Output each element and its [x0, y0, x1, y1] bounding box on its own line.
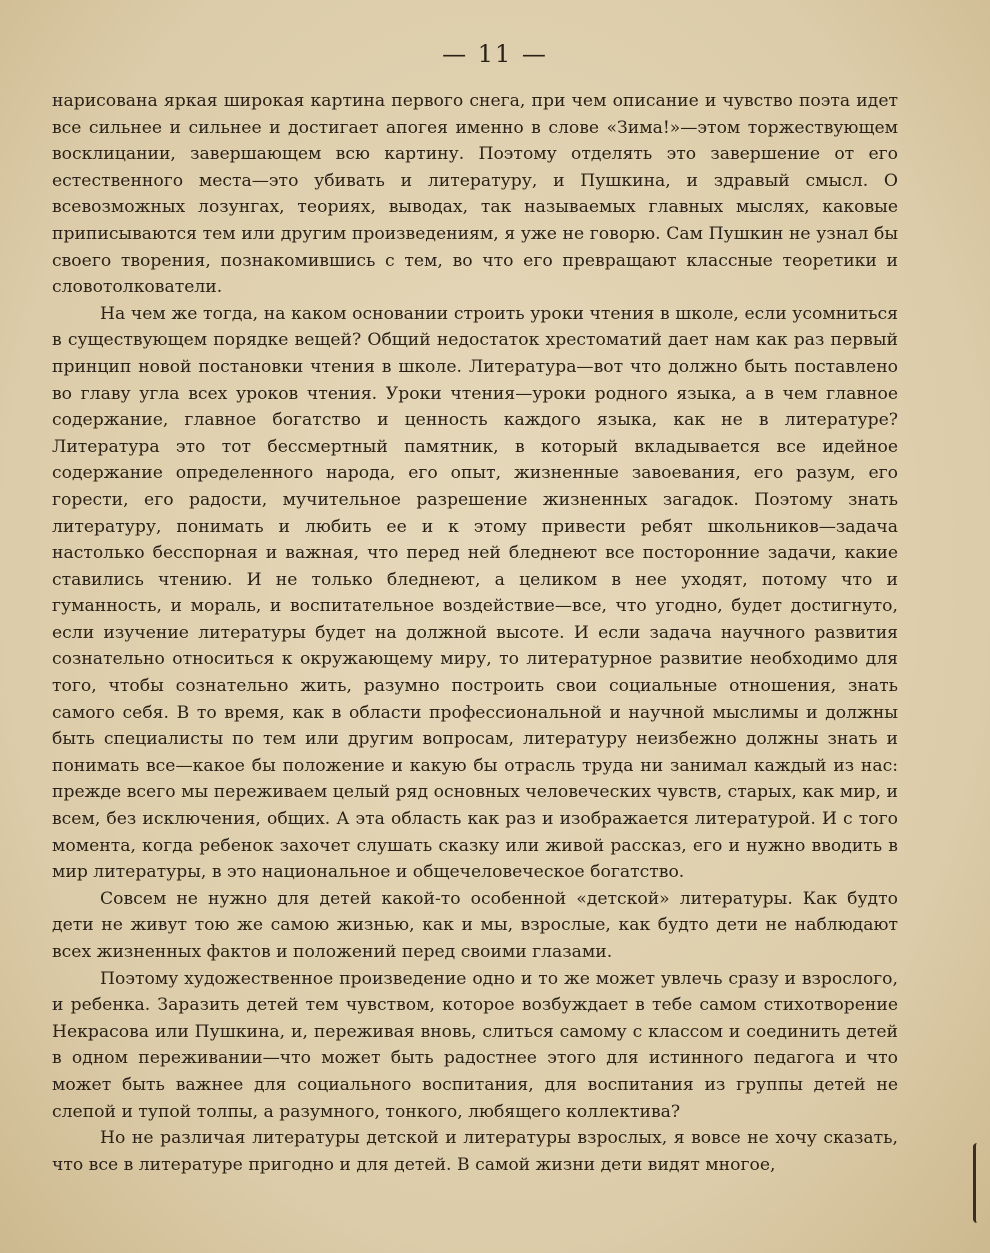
body-text	[52, 88, 898, 1178]
paragraph-2: На чем же тогда, на каком основании строить уроки чтения в школе, если усомниться в существующем порядке вещей? Общий недостаток хрестоматий дает нам как раз первый принцип новой постановки чтения в школе. Литература—вот что должно быть поставлено во главу угла всех уроков чтения. Уроки чтения—уроки родного языка, а в чем главное содержание, главное богатство и ценность каждого языка, как не в литературе? Литература это тот бессмертный памятник, в который вкладывается все идейное содержание определенного народа, его опыт, жизненные завоевания, его разум, его горести, его радости, мучительное разрешение жизненных загадок. Поэтому знать литературу, понимать и любить ее и к этому привести ребят школьников—задача настолько бесспорная и важная, что перед ней бледнеют все посторонние задачи, какие ставились чтению. И не только бледнеют, а целиком в нее уходят, потому что и гуманность, и мораль, и воспитательное воздействие—все, что угодно, будет достигнуто, если изучение литературы будет на должной высоте. И если задача научного развития сознательно относиться к окружающему миру, то литературное развитие необходимо для того, чтобы сознательно жить, разумно построить свои социальные отношения, знать самого себя. В то время, как в области профессиональной и научной мыслимы и должны быть специалисты по тем или другим вопросам, литературу неизбежно должны знать и понимать все—какое бы положение и какую бы отрасль труда ни занимал каждый из нас: прежде всего мы переживаем целый ряд основных человеческих чувств, старых, как мир, и всем, без исключения, общих. А эта область как раз и изображается литературой. И с того момента, когда ребенок захочет слушать сказку или живой рассказ, его и нужно вводить в мир литературы, в это национальное и общечеловеческое богатство.	[52, 303, 898, 883]
page-number: — 11 —	[442, 40, 548, 68]
page-edge-mark	[973, 1143, 982, 1223]
paragraph-5: Но не различая литературы детской и литературы взрослых, я вовсе не хочу сказать, что все в литературе пригодно и для детей. В самой жизни дети видят многое,	[52, 1128, 898, 1175]
paragraph-1: нарисована яркая широкая картина первого снега, при чем описание и чувство поэта идет все сильнее и сильнее и достигает апогея именно в слове «Зима!»—этом торжествующем восклицании, завершающем всю картину. Поэтому отделять это завершение от его естественного места—это убивать и литературу, и Пушкина, и здравый смысл. О всевозможных лозунгах, теориях, выводах, так называемых главных мыслях, каковые приписываются тем или другим произведениям, я уже не говорю. Сам Пушкин не узнал бы своего творения, познакомившись с тем, во что его превращают классные теоретики и словотолкователи.	[52, 91, 898, 298]
paragraph-3: Совсем не нужно для детей какой-то особенной «детской» литературы. Как будто дети не живут тою же самою жизнью, как и мы, взрослые, как будто дети не наблюдают всех жизненных фактов и положений перед своими глазами.	[52, 888, 898, 962]
paragraph-4: Поэтому художественное произведение одно и то же может увлечь сразу и взрослого, и ребенка. Заразить детей тем чувством, которое возбуждает в тебе самом стихотворение Некрасова или Пушкина, и, переживая вновь, слиться самому с классом и соединить детей в одном переживании—что может быть радостнее этого для истинного педагога и что может быть важнее для социального воспитания, для воспитания из группы детей не слепой и тупой толпы, а разумного, тонкого, любящего коллектива?	[52, 968, 898, 1122]
